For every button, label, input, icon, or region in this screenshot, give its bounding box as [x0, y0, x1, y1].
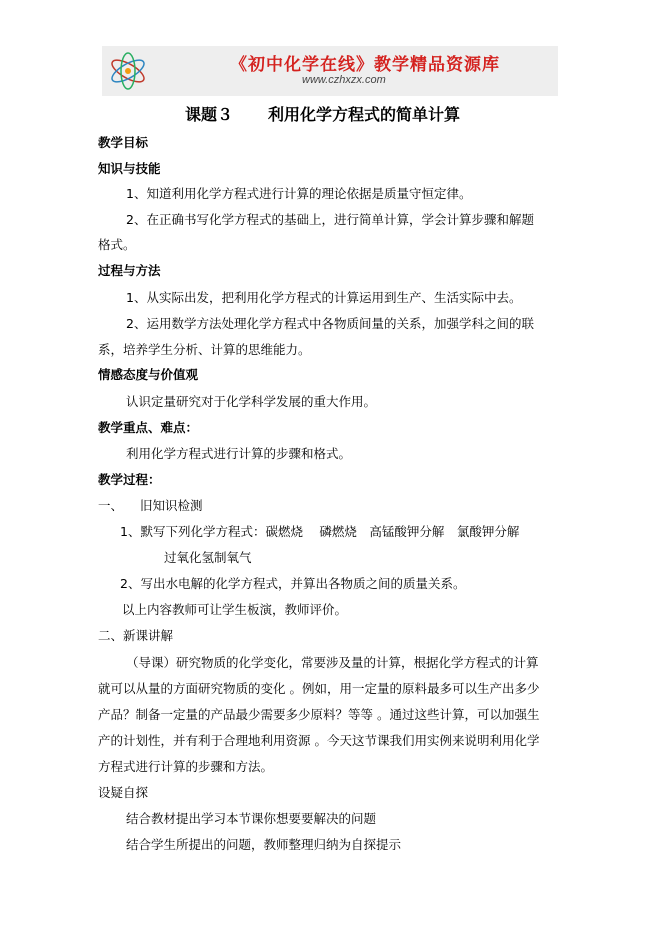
self-explore-item-1: 结合教材提出学习本节课你想要要解决的问题	[126, 811, 377, 826]
intro-line-5: 方程式进行计算的步骤和方法。	[98, 759, 274, 774]
step-1-note: 以上内容教师可让学生板演，教师评价。	[122, 602, 348, 617]
keypoints-item: 利用化学方程式进行计算的步骤和格式。	[126, 446, 352, 461]
self-explore-heading: 设疑自探	[98, 785, 149, 800]
procedure-heading: 教学过程：	[98, 472, 161, 487]
objectives-heading: 教学目标	[98, 135, 149, 150]
knowledge-item-1: 1、知道利用化学方程式进行计算的理论依据是质量守恒定律。	[126, 186, 472, 201]
process-item-2: 2、运用数学方法处理化学方程式中各物质间量的关系，加强学科之间的联	[126, 316, 534, 331]
keypoints-heading: 教学重点、难点：	[98, 420, 199, 435]
knowledge-item-2: 2、在正确书写化学方程式的基础上，进行简单计算，学会计算步骤和解题	[126, 212, 534, 227]
intro-line-4: 产的计划性，并有利于合理地利用资源 。今天这节课我们用实例来说明利用化学	[98, 733, 540, 748]
lesson-number: 课题３	[185, 105, 234, 124]
emotion-heading: 情感态度与价值观	[98, 367, 199, 382]
banner-title: 《初中化学在线》教学精品资源库	[230, 55, 500, 75]
step-1-item-1-cont: 过氧化氢制氧气	[164, 550, 252, 565]
step-1-number: 一、	[98, 498, 124, 513]
step-2: 二、新课讲解	[98, 628, 174, 643]
process-item-1: 1、从实际出发，把利用化学方程式的计算运用到生产、生活实际中去。	[126, 290, 522, 305]
page-title: 利用化学方程式的简单计算	[268, 105, 461, 124]
step-1-item-2: 2、写出水电解的化学方程式，并算出各物质之间的质量关系。	[120, 576, 466, 591]
intro-line-2: 就可以从量的方面研究物质的变化 。例如，用一定量的原料最多可以生产出多少	[98, 681, 540, 696]
process-heading: 过程与方法	[98, 263, 161, 278]
step-1-item-1: 1、默写下列化学方程式：碳燃烧 磷燃烧 高锰酸钾分解 氯酸钾分解	[120, 524, 520, 539]
emotion-item: 认识定量研究对于化学科学发展的重大作用。	[126, 394, 377, 409]
header-banner	[102, 46, 558, 96]
intro-line-1: （导课）研究物质的化学变化，常要涉及量的计算，根据化学方程式的计算	[126, 655, 539, 670]
intro-line-3: 产品？制备一定量的产品最少需要多少原料？等等 。通过这些计算，可以加强生	[98, 707, 540, 722]
self-explore-item-2: 结合学生所提出的问题，教师整理归纳为自探提示	[126, 837, 402, 852]
knowledge-heading: 知识与技能	[98, 161, 161, 176]
process-item-2-cont: 系，培养学生分析、计算的思维能力。	[98, 342, 311, 357]
atom-logo-icon	[106, 49, 150, 93]
banner-url: www.czhxzx.com	[302, 74, 386, 86]
knowledge-item-2-cont: 格式。	[98, 237, 136, 252]
step-1-label: 旧知识检测	[140, 498, 203, 513]
